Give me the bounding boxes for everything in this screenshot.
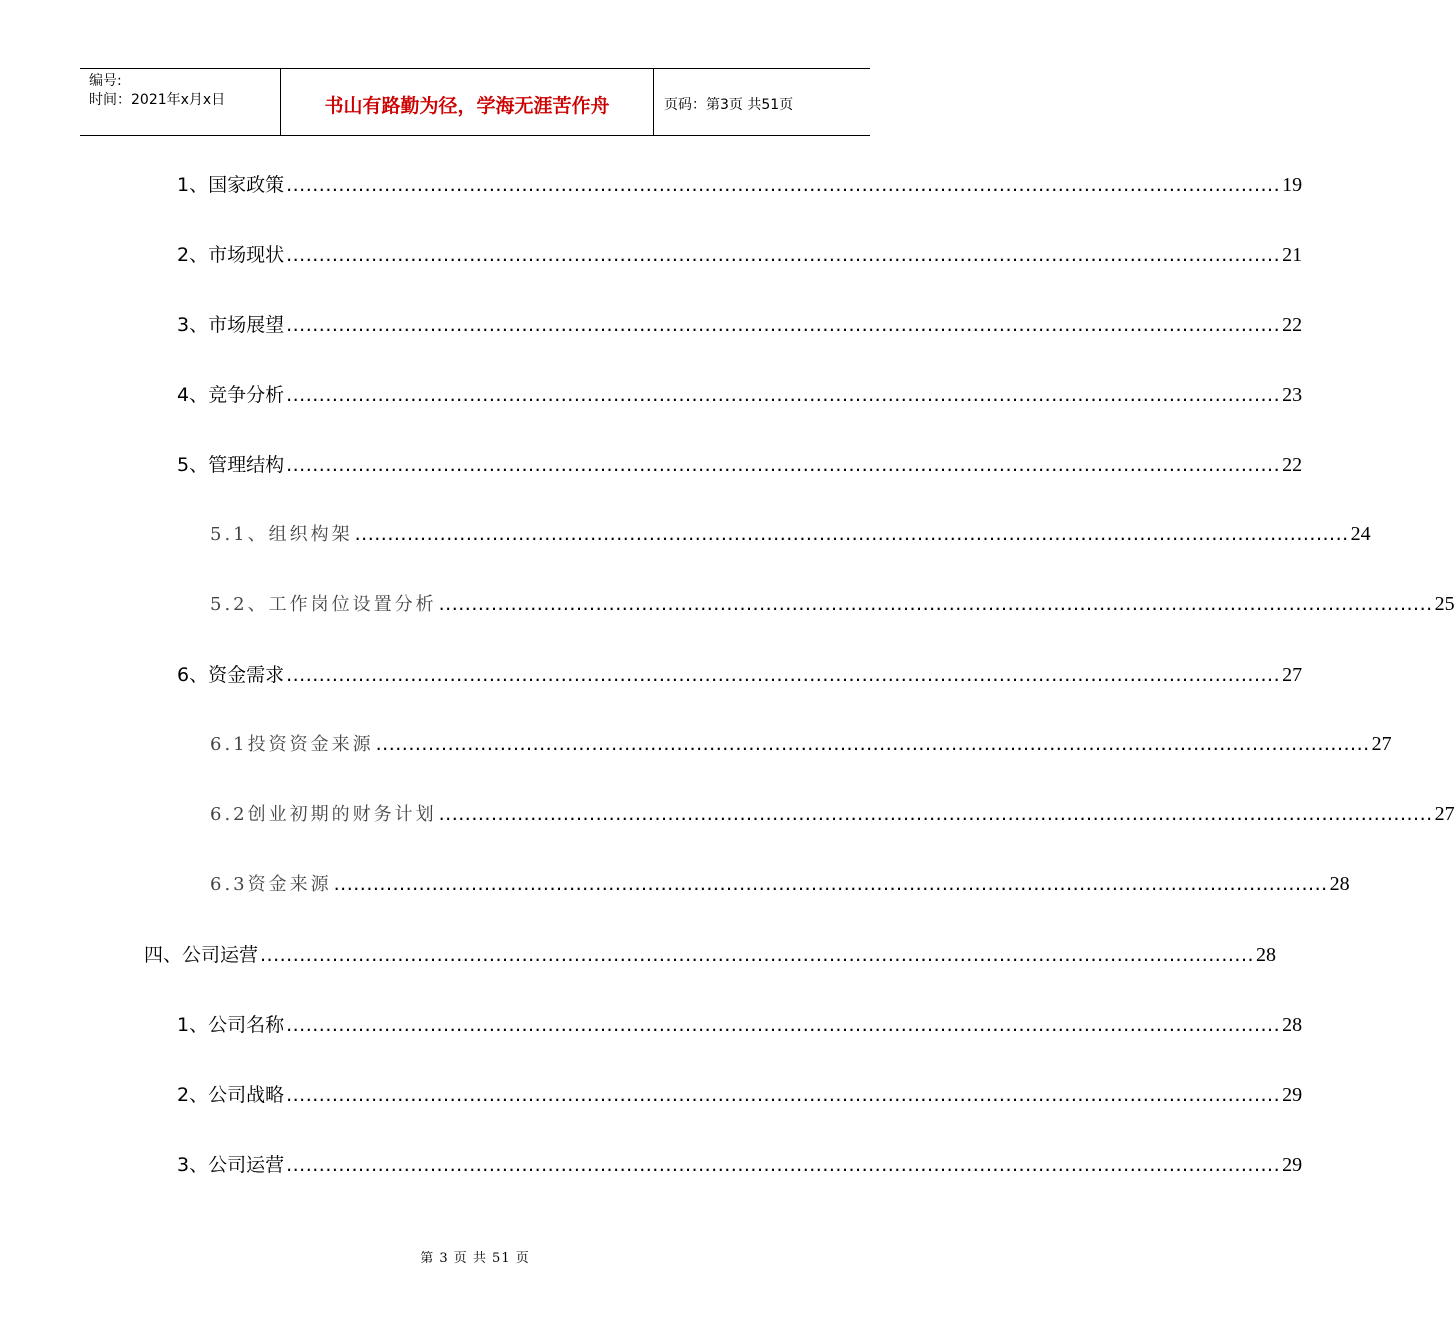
toc-entry-title: 6、资金需求 [177, 664, 285, 686]
toc-entry-page: 28 [1282, 1014, 1303, 1036]
toc-leader-dots: ........................................................................................................................................................ [375, 733, 1370, 755]
header-page-info: 页码：第3页 共51页 [664, 97, 794, 113]
toc-entry-page: 25 [1434, 593, 1455, 615]
header-slogan: 书山有路勤为径，学海无涯苦作舟 [281, 69, 654, 135]
toc-entry[interactable] [177, 1010, 1303, 1040]
toc-entry-page: 29 [1282, 1084, 1303, 1106]
toc-leader-dots: ........................................................................................................................................................ [286, 384, 1281, 406]
toc-entry-page: 22 [1282, 454, 1303, 476]
toc-leader-dots: ........................................................................................................................................................ [286, 664, 1281, 686]
toc-entry-title: 3、市场展望 [177, 314, 285, 336]
toc-entry[interactable] [144, 940, 1277, 970]
toc-entry-title: 2、市场现状 [177, 244, 285, 266]
toc-entry[interactable] [177, 660, 1303, 690]
toc-entry-page: 29 [1282, 1154, 1303, 1176]
toc-leader-dots: ........................................................................................................................................................ [286, 314, 1281, 336]
toc-leader-dots: ........................................................................................................................................................ [438, 593, 1433, 615]
toc-leader-dots: ........................................................................................................................................................ [286, 1154, 1281, 1176]
toc-entry-title: 2、公司战略 [177, 1084, 285, 1106]
toc-leader-dots: ........................................................................................................................................................ [438, 803, 1433, 825]
toc-entry-page: 28 [1329, 873, 1350, 895]
page-header [80, 68, 870, 136]
toc-leader-dots: ........................................................................................................................................................ [286, 244, 1281, 266]
toc-entry-title: 1、公司名称 [177, 1014, 285, 1036]
toc-leader-dots: ........................................................................................................................................................ [354, 523, 1349, 545]
toc-entry[interactable] [177, 1080, 1303, 1110]
toc-leader-dots: ........................................................................................................................................................ [286, 1084, 1281, 1106]
toc-leader-dots: ........................................................................................................................................................ [260, 944, 1255, 966]
toc-leader-dots: ........................................................................................................................................................ [286, 1014, 1281, 1036]
toc-entry-title: 3、公司运营 [177, 1154, 285, 1176]
toc-entry-page: 27 [1282, 664, 1303, 686]
toc-entry[interactable] [177, 310, 1303, 340]
toc-entry[interactable] [210, 800, 1455, 830]
toc-leader-dots: ........................................................................................................................................................ [286, 174, 1281, 196]
toc-entry[interactable] [210, 870, 1350, 900]
toc-entry-title: 4、竞争分析 [177, 384, 285, 406]
toc-entry[interactable] [210, 520, 1371, 550]
toc-entry-title: 5.2、工作岗位设置分析 [210, 594, 437, 615]
toc-entry-title: 6.2创业初期的财务计划 [210, 804, 437, 825]
toc-entry-title: 1、国家政策 [177, 174, 285, 196]
toc-entry-page: 27 [1371, 733, 1392, 755]
toc-entry[interactable] [210, 730, 1392, 760]
toc-entry-page: 23 [1282, 384, 1303, 406]
document-number-label: 编号: [89, 73, 122, 89]
toc-leader-dots: ........................................................................................................................................................ [333, 873, 1328, 895]
toc-entry[interactable] [177, 240, 1303, 270]
toc-entry-title: 5、管理结构 [177, 454, 285, 476]
toc-entry-title: 5.1、组织构架 [210, 524, 353, 545]
toc-entry[interactable] [177, 1150, 1303, 1180]
toc-entry-title: 四、公司运营 [144, 944, 259, 966]
toc-entry-title: 6.1投资资金来源 [210, 734, 374, 755]
document-date: 时间：2021年x月x日 [89, 92, 226, 108]
toc-entry-page: 24 [1350, 523, 1371, 545]
toc-entry[interactable] [177, 170, 1303, 200]
toc-entry[interactable] [210, 590, 1455, 620]
toc-entry-title: 6.3资金来源 [210, 874, 332, 895]
toc-leader-dots: ........................................................................................................................................................ [286, 454, 1281, 476]
toc-entry-page: 22 [1282, 314, 1303, 336]
toc-entry-page: 27 [1434, 803, 1455, 825]
toc-entry[interactable] [177, 450, 1303, 480]
toc-entry-page: 21 [1282, 244, 1303, 266]
toc-entry-page: 28 [1256, 944, 1277, 966]
toc-entry[interactable] [177, 380, 1303, 410]
toc-entry-page: 19 [1282, 174, 1303, 196]
header-meta [80, 69, 281, 135]
page-footer: 第 3 页 共 51 页 [420, 1251, 530, 1266]
